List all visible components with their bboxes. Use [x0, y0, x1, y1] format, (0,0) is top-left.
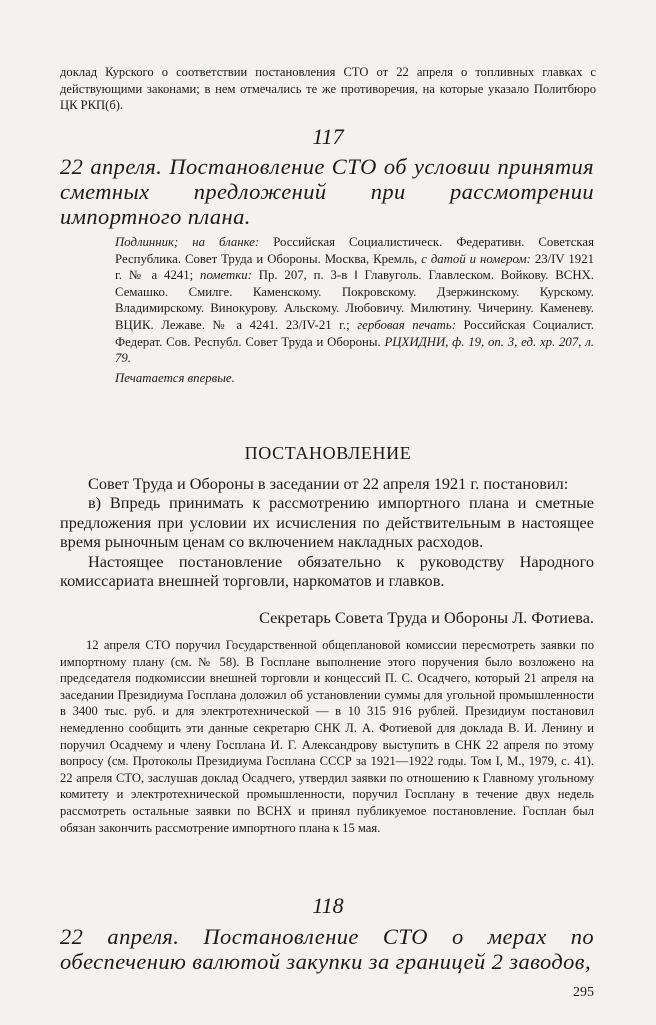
source-text-date: 23/IV 1921 г. № а 4241; — [115, 251, 594, 283]
source-text-original: Российская Социалистическ. Федеративн. Советская Республика. Совет Труда и Обороны. Москва, Кремль, — [115, 235, 594, 266]
document-number-117: 117 — [312, 124, 344, 149]
document-number-118: 118 — [312, 893, 344, 918]
commentary-paragraph: 12 апреля СТО поручил Государственной общеплановой комиссии пересмотреть заявки по импортному плану (см. № 58). В Госплане выполнение этого поручения было возложено на председателя подкомиссии внешней торговли и концессий П. С. Осадчего, который 21 апреля на заседании Президиума Госплана доложил об установлении суммы для угольной промышленности в 3400 тыс. руб. и для электротехнической — в 10 315 916 рублей. Президиум постановил немедленно сообщить эти данные секретарю СНК Л. А. Фотиевой для доклада В. И. Ленину и поручил Осадчему и члену Госплана И. Г. Александрову выступить в СНК 22 апреля по этому вопросу (см. Протоколы Президиума Госплана СССР за 1921—1922 годы. Том I, М., 1979, с. 41). 22 апреля СТО, заслушав доклад Осадчего, утвердил заявки по отношению к Главному угольному комитету и электротехнической промышленности, поручил Госплану в течение двух недель рассмотреть остальные заявки по ВСНХ и принял публикуемое постановление. Госплан был обязан закончить рассмотрение импортного плана к 15 мая. — [60, 638, 594, 835]
printed-first-note: Печатается впервые. — [115, 370, 235, 385]
resolution-heading: ПОСТАНОВЛЕНИЕ — [244, 443, 412, 463]
source-label-date: с датой и номером: — [421, 251, 531, 266]
source-description — [115, 234, 594, 386]
resolution-paragraph: Настоящее постановление обязательно к руководству Народного комиссариата внешней торговли, наркоматов и главков. — [60, 551, 594, 591]
resolution-paragraph: в) Впредь принимать к рассмотрению импортного плана и сметные предложения при условии их исчисления по действительным в настоящее время рыночным ценам со включением накладных расходов. — [60, 493, 594, 552]
commentary-note — [60, 637, 594, 836]
archive-reference: РЦХИДНИ, ф. 19, оп. 3, ед. хр. 207, л. 79. — [115, 334, 594, 366]
source-label-seal: гербовая печать: — [357, 317, 456, 332]
signature-line: Секретарь Совета Труда и Обороны Л. Фотиева. — [259, 608, 594, 627]
source-text-notes: Пр. 207, п. 3-в ‖ Главуголь. Главлеском. Войкову. ВСНХ. Семашко. Смилге. Каменскому. Покровскому. Дзержинскому. Курскому. Владимирскому. Винокурову. Альскому. Любовичу. Милютину. Чичерину. Каменеву. ВЦИК. Лежаве. № а 4241. 23/IV-21 г.; — [115, 268, 595, 332]
source-label-original: Подлинник; на бланке: — [115, 235, 260, 249]
document-title-118: 22 апреля. Постановление СТО о мерах по обеспечению валютой закупки за границей 2 заводов, — [60, 924, 594, 974]
document-title-117: 22 апреля. Постановление СТО об условии принятия сметных предложений при рассмотрении импортного плана. — [60, 154, 594, 229]
source-label-notes: пометки: — [200, 268, 252, 283]
resolution-paragraph: Совет Труда и Обороны в заседании от 22 апреля 1921 г. постановил: — [88, 474, 569, 493]
source-text-seal: Российская Социалист. Федерат. Сов. Республ. Совет Труда и Обороны. — [115, 317, 594, 349]
page-number: 295 — [573, 985, 594, 1000]
intro-paragraph: доклад Курского о соответствии постановления СТО от 22 апреля о топливных главках с действующими законами; в нем отмечались те же противоречия, на которые указало Политбюро ЦК РКП(б). — [60, 65, 596, 113]
resolution-body — [60, 474, 594, 590]
